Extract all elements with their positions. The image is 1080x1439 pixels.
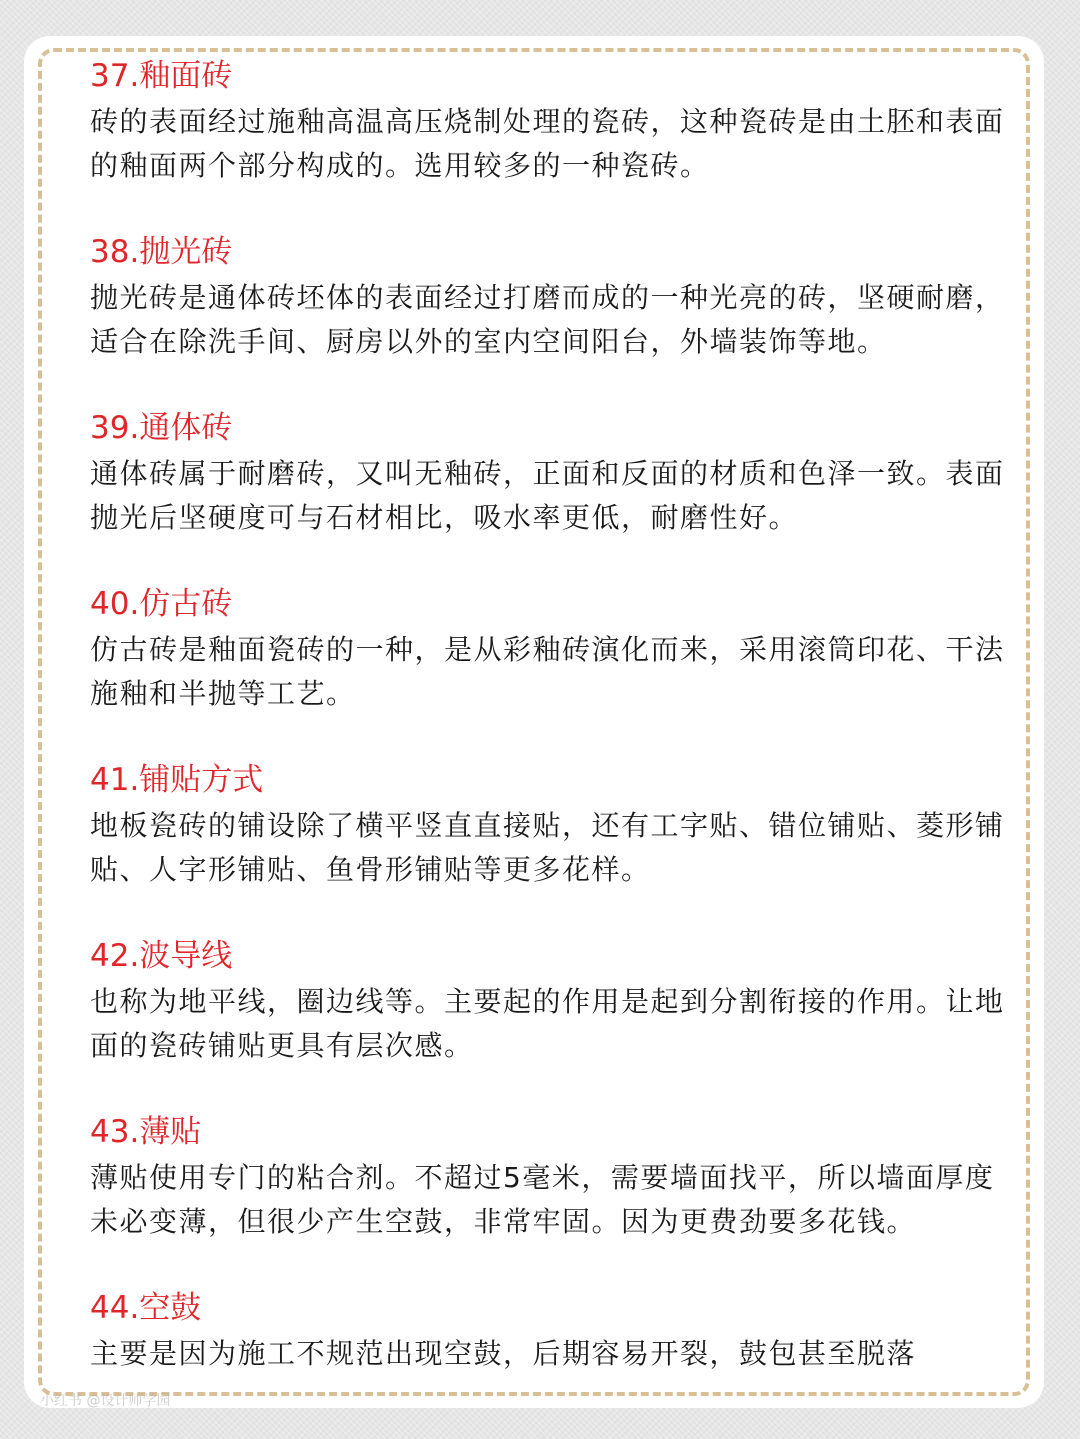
section-body: 薄贴使用专门的粘合剂。不超过5毫米，需要墙面找平，所以墙面厚度未必变薄，但很少产生空鼓，非常牢固。因为更费劲要多花钱。 (90, 1161, 995, 1238)
section-40 (90, 584, 1010, 716)
section-42 (90, 936, 1010, 1068)
section-heading: 37.釉面砖 (90, 58, 233, 94)
section-heading: 41.铺贴方式 (90, 762, 264, 798)
section-37 (90, 56, 1010, 188)
section-heading: 38.抛光砖 (90, 234, 233, 270)
section-39 (90, 408, 1010, 540)
section-body: 地板瓷砖的铺设除了横平竖直直接贴，还有工字贴、错位铺贴、菱形铺贴、人字形铺贴、鱼骨形铺贴等更多花样。 (90, 809, 1005, 886)
section-heading: 43.薄贴 (90, 1114, 202, 1150)
watermark: 小红书 @设计师学园 (40, 1393, 171, 1409)
section-44 (90, 1288, 1010, 1376)
section-body: 主要是因为施工不规范出现空鼓，后期容易开裂，鼓包甚至脱落 (90, 1337, 917, 1370)
section-body: 抛光砖是通体砖坯体的表面经过打磨而成的一种光亮的砖，坚硬耐磨，适合在除洗手间、厨房以外的室内空间阳台，外墙装饰等地。 (90, 281, 1005, 358)
section-41 (90, 760, 1010, 892)
section-heading: 44.空鼓 (90, 1290, 202, 1326)
section-body: 通体砖属于耐磨砖，又叫无釉砖，正面和反面的材质和色泽一致。表面抛光后坚硬度可与石材相比，吸水率更低，耐磨性好。 (90, 457, 1005, 534)
section-body: 仿古砖是釉面瓷砖的一种，是从彩釉砖演化而来，采用滚筒印花、干法施釉和半抛等工艺。 (90, 633, 1005, 710)
section-body: 砖的表面经过施釉高温高压烧制处理的瓷砖，这种瓷砖是由土胚和表面的釉面两个部分构成的。选用较多的一种瓷砖。 (90, 105, 1005, 182)
article-content (90, 56, 1010, 1376)
section-38 (90, 232, 1010, 364)
section-43 (90, 1112, 1010, 1244)
section-heading: 42.波导线 (90, 938, 233, 974)
section-body: 也称为地平线，圈边线等。主要起的作用是起到分割衔接的作用。让地面的瓷砖铺贴更具有层次感。 (90, 985, 1005, 1062)
section-heading: 40.仿古砖 (90, 586, 233, 622)
content-card (24, 36, 1044, 1408)
section-heading: 39.通体砖 (90, 410, 233, 446)
